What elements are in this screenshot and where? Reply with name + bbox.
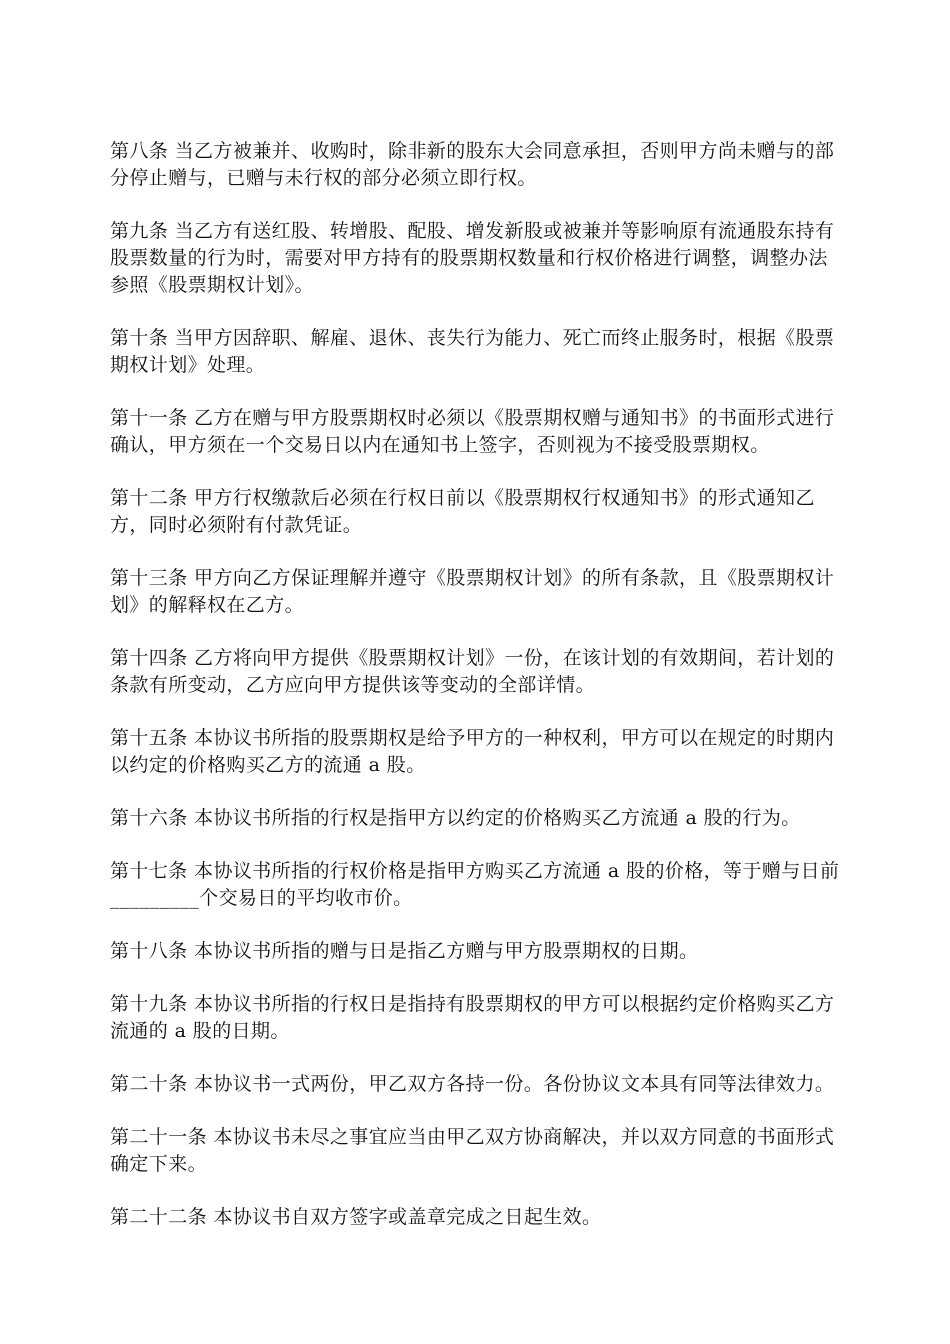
clause-20: 第二十条 本协议书一式两份，甲乙双方各持一份。各份协议文本具有同等法律效力。 xyxy=(110,1073,835,1095)
clause-13: 第十三条 甲方向乙方保证理解并遵守《股票期权计划》的所有条款，且《股票期权计划》的解释权在乙方。 xyxy=(110,567,835,616)
clause-8: 第八条 当乙方被兼并、收购时，除非新的股东大会同意承担，否则甲方尚未赠与的部分停止赠与，已赠与未行权的部分必须立即行权。 xyxy=(110,140,835,189)
clause-21: 第二十一条 本协议书未尽之事宜应当由甲乙双方协商解决，并以双方同意的书面形式确定下来。 xyxy=(110,1126,835,1175)
clause-15: 第十五条 本协议书所指的股票期权是给予甲方的一种权利，甲方可以在规定的时期内以约定的价格购买乙方的流通 a 股。 xyxy=(110,727,835,776)
clause-9: 第九条 当乙方有送红股、转增股、配股、增发新股或被兼并等影响原有流通股东持有股票数量的行为时，需要对甲方持有的股票期权数量和行权价格进行调整，调整办法参照《股票期权计划》。 xyxy=(110,220,835,296)
clause-12: 第十二条 甲方行权缴款后必须在行权日前以《股票期权行权通知书》的形式通知乙方，同时必须附有付款凭证。 xyxy=(110,487,815,536)
clause-19: 第十九条 本协议书所指的行权日是指持有股票期权的甲方可以根据约定价格购买乙方流通的 a 股的日期。 xyxy=(110,993,835,1042)
document-body xyxy=(110,138,842,1257)
clause-18: 第十八条 本协议书所指的赠与日是指乙方赠与甲方股票期权的日期。 xyxy=(110,940,699,962)
clause-16: 第十六条 本协议书所指的行权是指甲方以约定的价格购买乙方流通 a 股的行为。 xyxy=(110,807,801,829)
clause-17: 第十七条 本协议书所指的行权价格是指甲方购买乙方流通 a 股的价格，等于赠与日前_________个交易日的平均收市价。 xyxy=(110,860,840,909)
clause-10: 第十条 当甲方因辞职、解雇、退休、丧失行为能力、死亡而终止服务时，根据《股票期权计划》处理。 xyxy=(110,327,835,376)
clause-22: 第二十二条 本协议书自双方签字或盖章完成之日起生效。 xyxy=(110,1206,602,1228)
clause-14: 第十四条 乙方将向甲方提供《股票期权计划》一份，在该计划的有效期间，若计划的条款有所变动，乙方应向甲方提供该等变动的全部详情。 xyxy=(110,647,835,696)
clause-11: 第十一条 乙方在赠与甲方股票期权时必须以《股票期权赠与通知书》的书面形式进行确认，甲方须在一个交易日以内在通知书上签字，否则视为不接受股票期权。 xyxy=(110,407,835,456)
